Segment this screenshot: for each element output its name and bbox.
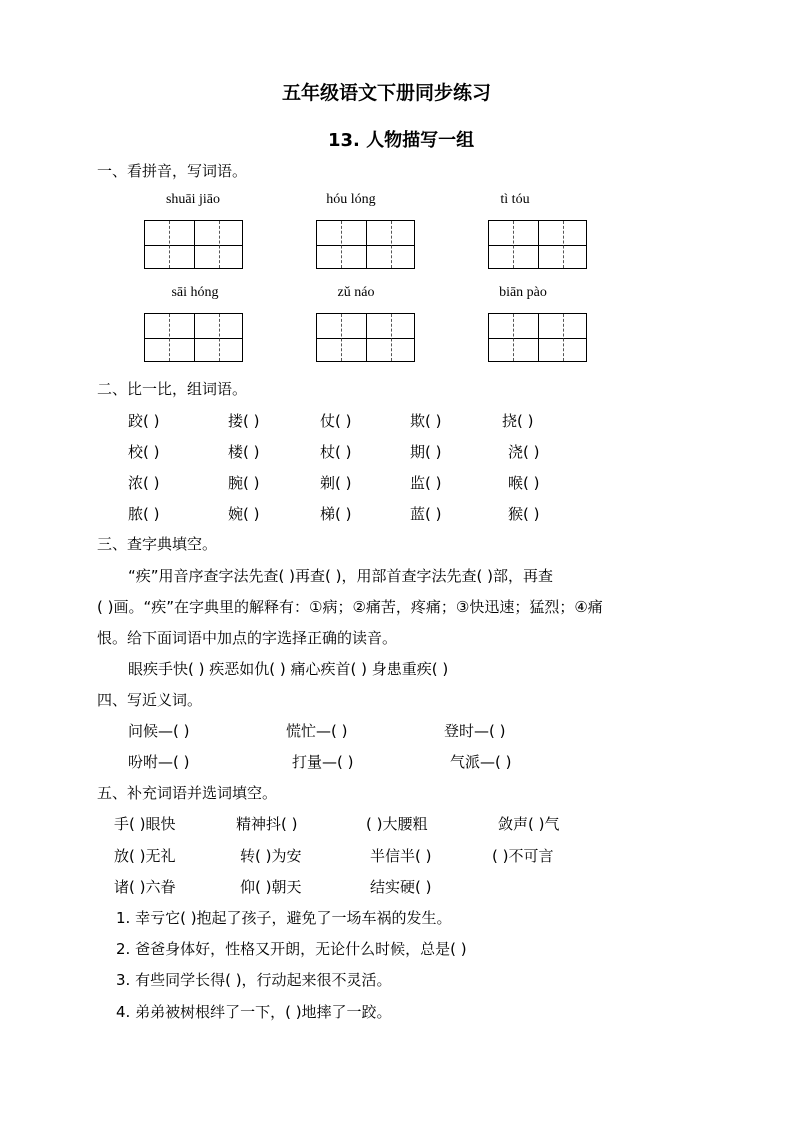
compare-item: 剃( )	[320, 474, 352, 492]
section-3-heading: 三、查字典填空。	[97, 535, 218, 553]
synonym-item: 问候—( )	[128, 722, 190, 740]
writing-grid[interactable]	[144, 220, 243, 269]
pinyin-label: biān pào	[499, 285, 547, 300]
idiom-item: 手( )眼快	[114, 815, 176, 833]
synonym-item: 打量—( )	[292, 753, 354, 771]
writing-grid[interactable]	[144, 313, 243, 362]
fill-question: 3. 有些同学长得( )，行动起来很不灵活。	[116, 971, 392, 989]
compare-item: 挠( )	[502, 412, 534, 430]
idiom-item: 放( )无礼	[114, 847, 176, 865]
compare-item: 监( )	[410, 474, 442, 492]
compare-item: 欺( )	[410, 412, 442, 430]
compare-item: 浓( )	[128, 474, 160, 492]
dictionary-text-line: 恨。给下面词语中加点的字选择正确的读音。	[97, 629, 398, 647]
pinyin-label: sāi hóng	[171, 285, 219, 300]
compare-item: 猴( )	[508, 505, 540, 523]
synonym-item: 吩咐—( )	[128, 753, 190, 771]
compare-item: 腕( )	[228, 474, 260, 492]
fill-question: 4. 弟弟被树根绊了一下，( )地摔了一跤。	[116, 1003, 392, 1021]
compare-item: 浇( )	[508, 443, 540, 461]
compare-item: 楼( )	[228, 443, 260, 461]
idiom-item: 敛声( )气	[498, 815, 560, 833]
dictionary-text-line: “疾”用音序查字法先查( )再查( )，用部首查字法先查( )部，再查	[128, 567, 553, 585]
dictionary-text-line: ( )画。“疾”在字典里的解释有：①病；②痛苦，疼痛；③快迅速；猛烈；④痛	[97, 598, 603, 616]
compare-item: 婉( )	[228, 505, 260, 523]
idiom-item: ( )不可言	[492, 847, 554, 865]
compare-item: 喉( )	[508, 474, 540, 492]
section-4-heading: 四、写近义词。	[97, 691, 203, 709]
fill-question: 1. 幸亏它( )抱起了孩子，避免了一场车祸的发生。	[116, 909, 452, 927]
compare-item: 期( )	[410, 443, 442, 461]
idiom-item: 半信半( )	[370, 847, 432, 865]
synonym-item: 慌忙—( )	[286, 722, 348, 740]
writing-grid[interactable]	[316, 220, 415, 269]
pinyin-label: shuāi jiāo	[165, 192, 221, 207]
compare-item: 杖( )	[320, 443, 352, 461]
idiom-item: 精神抖( )	[236, 815, 298, 833]
pinyin-label: hóu lóng	[326, 192, 376, 207]
writing-grid[interactable]	[316, 313, 415, 362]
page-title: 五年级语文下册同步练习	[282, 82, 492, 104]
compare-item: 梯( )	[320, 505, 352, 523]
synonym-item: 气派—( )	[450, 753, 512, 771]
section-1-heading: 一、看拼音，写词语。	[97, 162, 248, 180]
idiom-item: 转( )为安	[240, 847, 302, 865]
section-5-heading: 五、补充词语并选词填空。	[97, 784, 278, 802]
lesson-subtitle: 13. 人物描写一组	[328, 130, 475, 151]
fill-question: 2. 爸爸身体好，性格又开朗，无论什么时候，总是( )	[116, 940, 467, 958]
idiom-item: ( )大腰粗	[366, 815, 428, 833]
writing-grid[interactable]	[488, 220, 587, 269]
compare-item: 仗( )	[320, 412, 352, 430]
pinyin-label: zǔ náo	[337, 285, 375, 300]
dictionary-text-line: 眼疾手快( ) 疾恶如仇( ) 痛心疾首( ) 身患重疾( )	[128, 660, 449, 678]
compare-item: 蓝( )	[410, 505, 442, 523]
idiom-item: 结实硬( )	[370, 878, 432, 896]
synonym-item: 登时—( )	[444, 722, 506, 740]
section-2-heading: 二、比一比，组词语。	[97, 380, 248, 398]
idiom-item: 诸( )六眷	[114, 878, 176, 896]
compare-item: 校( )	[128, 443, 160, 461]
pinyin-label: tì tóu	[500, 192, 530, 207]
compare-item: 脓( )	[128, 505, 160, 523]
writing-grid[interactable]	[488, 313, 587, 362]
compare-item: 跤( )	[128, 412, 160, 430]
compare-item: 搂( )	[228, 412, 260, 430]
idiom-item: 仰( )朝天	[240, 878, 302, 896]
